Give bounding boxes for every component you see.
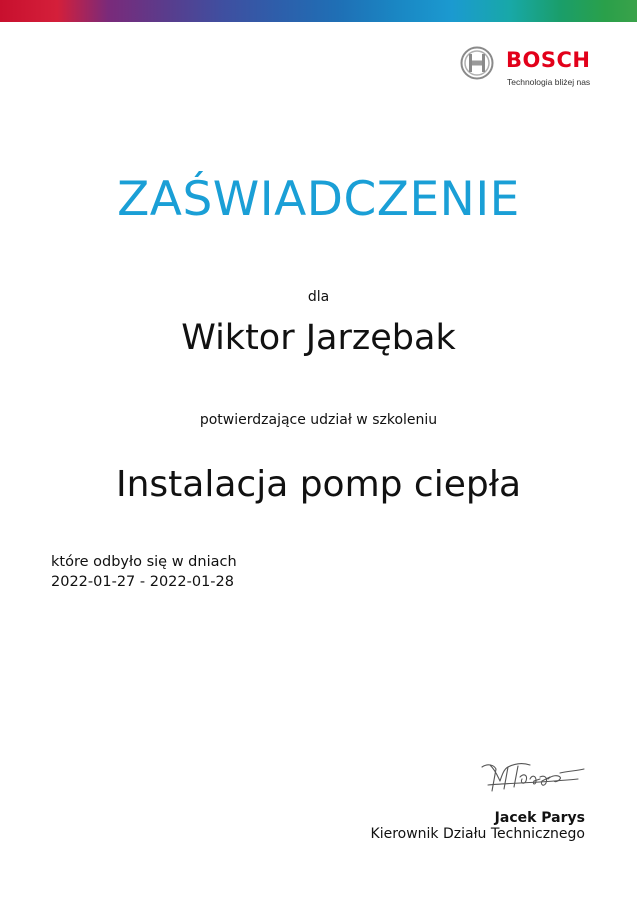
brand-tagline: Technologia bliżej nas	[507, 77, 591, 87]
signature-icon	[478, 757, 588, 797]
signatory-name: Jacek Parys	[494, 810, 585, 826]
signatory-position: Kierownik Działu Technicznego	[370, 826, 585, 842]
recipient-name: Wiktor Jarzębak	[181, 318, 456, 358]
bosch-logo	[460, 46, 610, 90]
confirmation-text: potwierdzające udział w szkoleniu	[199, 412, 438, 428]
brand-name: BOSCH	[506, 48, 591, 72]
certificate-title: ZAŚWIADCZENIE	[117, 172, 520, 227]
course-title: Instalacja pomp ciepła	[115, 464, 522, 505]
training-dates-block	[51, 552, 237, 592]
for-label: dla	[307, 289, 330, 305]
brand-color-bar	[0, 0, 637, 22]
dates-intro: które odbyło się w dniach	[51, 554, 237, 570]
bosch-armature-icon	[460, 46, 494, 80]
training-dates: 2022-01-27 - 2022-01-28	[51, 574, 234, 590]
